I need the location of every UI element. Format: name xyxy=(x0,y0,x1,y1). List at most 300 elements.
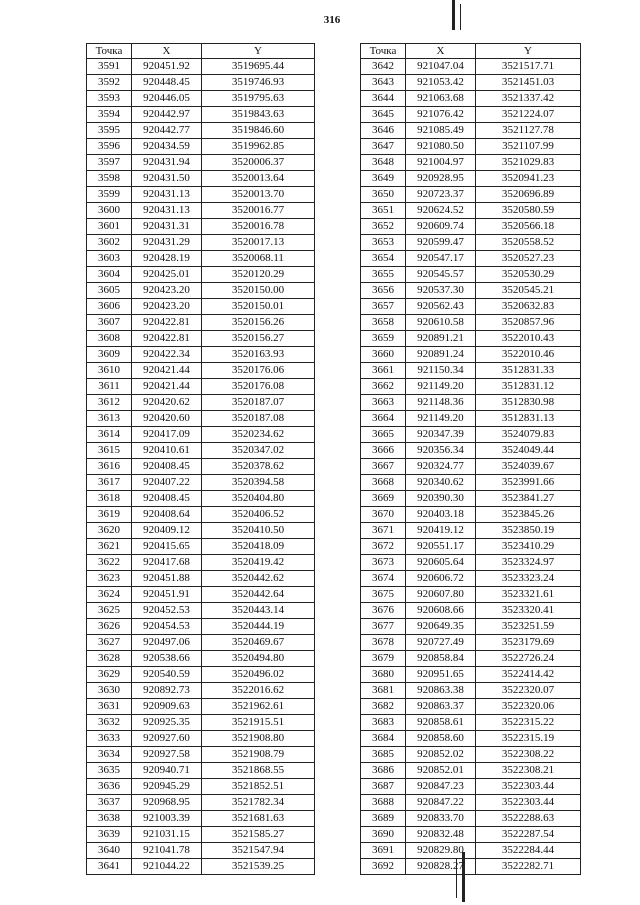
cell-point: 3618 xyxy=(87,491,132,507)
table-row xyxy=(87,315,315,331)
table-row xyxy=(361,235,581,251)
cell-point: 3647 xyxy=(361,139,406,155)
cell-x: 920431.94 xyxy=(132,155,202,171)
cell-x: 920448.45 xyxy=(132,75,202,91)
table-row xyxy=(87,635,315,651)
table-row xyxy=(87,267,315,283)
table-row xyxy=(361,91,581,107)
cell-x: 921053.42 xyxy=(406,75,476,91)
cell-y: 3512831.12 xyxy=(476,379,581,395)
cell-point: 3594 xyxy=(87,107,132,123)
cell-x: 920431.31 xyxy=(132,219,202,235)
cell-point: 3634 xyxy=(87,747,132,763)
cell-x: 920423.20 xyxy=(132,299,202,315)
cell-x: 920419.12 xyxy=(406,523,476,539)
table-row xyxy=(361,491,581,507)
cell-point: 3633 xyxy=(87,731,132,747)
table-row xyxy=(87,859,315,875)
cell-y: 3524039.67 xyxy=(476,459,581,475)
cell-y: 3521681.63 xyxy=(202,811,315,827)
cell-x: 920442.97 xyxy=(132,107,202,123)
cell-x: 920425.01 xyxy=(132,267,202,283)
cell-point: 3691 xyxy=(361,843,406,859)
cell-point: 3611 xyxy=(87,379,132,395)
table-row xyxy=(87,571,315,587)
cell-x: 920324.77 xyxy=(406,459,476,475)
cell-x: 920497.06 xyxy=(132,635,202,651)
table-row xyxy=(361,75,581,91)
cell-point: 3636 xyxy=(87,779,132,795)
cell-y: 3521908.80 xyxy=(202,731,315,747)
cell-y: 3522303.44 xyxy=(476,795,581,811)
cell-point: 3646 xyxy=(361,123,406,139)
table-row xyxy=(361,699,581,715)
cell-y: 3521517.71 xyxy=(476,59,581,75)
cell-y: 3521915.51 xyxy=(202,715,315,731)
cell-x: 920451.88 xyxy=(132,571,202,587)
table-row xyxy=(361,523,581,539)
table-row xyxy=(361,395,581,411)
table-header-row xyxy=(361,44,581,59)
table-row xyxy=(87,715,315,731)
cell-point: 3643 xyxy=(361,75,406,91)
table-row xyxy=(361,251,581,267)
cell-x: 920454.53 xyxy=(132,619,202,635)
cell-y: 3521451.03 xyxy=(476,75,581,91)
cell-point: 3626 xyxy=(87,619,132,635)
cell-point: 3617 xyxy=(87,475,132,491)
cell-x: 920863.37 xyxy=(406,699,476,715)
cell-point: 3680 xyxy=(361,667,406,683)
cell-point: 3641 xyxy=(87,859,132,875)
table-row xyxy=(87,539,315,555)
cell-point: 3606 xyxy=(87,299,132,315)
table-row xyxy=(87,651,315,667)
cell-x: 920832.48 xyxy=(406,827,476,843)
cell-x: 920420.62 xyxy=(132,395,202,411)
cell-y: 3520418.09 xyxy=(202,539,315,555)
cell-point: 3689 xyxy=(361,811,406,827)
cell-y: 3523320.41 xyxy=(476,603,581,619)
table-row xyxy=(361,475,581,491)
cell-x: 920431.29 xyxy=(132,235,202,251)
cell-point: 3659 xyxy=(361,331,406,347)
cell-point: 3652 xyxy=(361,219,406,235)
cell-y: 3519843.63 xyxy=(202,107,315,123)
cell-x: 920852.02 xyxy=(406,747,476,763)
cell-y: 3521337.42 xyxy=(476,91,581,107)
cell-y: 3524079.83 xyxy=(476,427,581,443)
cell-x: 920723.37 xyxy=(406,187,476,203)
cell-x: 920925.35 xyxy=(132,715,202,731)
cell-point: 3629 xyxy=(87,667,132,683)
cell-y: 3520150.00 xyxy=(202,283,315,299)
cell-y: 3522308.21 xyxy=(476,763,581,779)
cell-x: 920891.24 xyxy=(406,347,476,363)
cell-y: 3520406.52 xyxy=(202,507,315,523)
table-row xyxy=(87,171,315,187)
cell-x: 920547.17 xyxy=(406,251,476,267)
cell-x: 920540.59 xyxy=(132,667,202,683)
cell-x: 921031.15 xyxy=(132,827,202,843)
cell-y: 3512831.13 xyxy=(476,411,581,427)
cell-point: 3610 xyxy=(87,363,132,379)
table-row xyxy=(87,587,315,603)
cell-y: 3521547.94 xyxy=(202,843,315,859)
cell-point: 3663 xyxy=(361,395,406,411)
cell-point: 3670 xyxy=(361,507,406,523)
table-row xyxy=(87,155,315,171)
cell-x: 920428.19 xyxy=(132,251,202,267)
table-row xyxy=(361,331,581,347)
cell-y: 3520156.27 xyxy=(202,331,315,347)
table-row xyxy=(87,203,315,219)
table-row xyxy=(361,619,581,635)
cell-y: 3522287.54 xyxy=(476,827,581,843)
cell-point: 3591 xyxy=(87,59,132,75)
cell-y: 3520941.23 xyxy=(476,171,581,187)
cell-x: 920951.65 xyxy=(406,667,476,683)
cell-point: 3679 xyxy=(361,651,406,667)
cell-y: 3520187.07 xyxy=(202,395,315,411)
cell-x: 920408.45 xyxy=(132,491,202,507)
table-row xyxy=(87,555,315,571)
table-row xyxy=(361,779,581,795)
cell-point: 3619 xyxy=(87,507,132,523)
cell-x: 920421.44 xyxy=(132,363,202,379)
cell-x: 920909.63 xyxy=(132,699,202,715)
cell-point: 3686 xyxy=(361,763,406,779)
table-row xyxy=(87,491,315,507)
cell-x: 920606.72 xyxy=(406,571,476,587)
cell-point: 3620 xyxy=(87,523,132,539)
cell-y: 3520494.80 xyxy=(202,651,315,667)
cell-x: 920422.81 xyxy=(132,315,202,331)
table-row xyxy=(87,747,315,763)
header-point: Точка xyxy=(87,44,132,59)
cell-point: 3622 xyxy=(87,555,132,571)
cell-x: 921148.36 xyxy=(406,395,476,411)
cell-y: 3520176.08 xyxy=(202,379,315,395)
cell-y: 3521029.83 xyxy=(476,155,581,171)
cell-x: 920417.68 xyxy=(132,555,202,571)
table-row xyxy=(361,443,581,459)
cell-point: 3692 xyxy=(361,859,406,875)
cell-y: 3521224.07 xyxy=(476,107,581,123)
table-row xyxy=(361,347,581,363)
cell-x: 920409.12 xyxy=(132,523,202,539)
cell-x: 920847.22 xyxy=(406,795,476,811)
cell-x: 920940.71 xyxy=(132,763,202,779)
cell-point: 3616 xyxy=(87,459,132,475)
table-row xyxy=(361,267,581,283)
cell-point: 3597 xyxy=(87,155,132,171)
cell-y: 3520013.64 xyxy=(202,171,315,187)
table-row xyxy=(87,187,315,203)
cell-y: 3521852.51 xyxy=(202,779,315,795)
cell-point: 3651 xyxy=(361,203,406,219)
table-row xyxy=(361,219,581,235)
table-row xyxy=(361,283,581,299)
table-row xyxy=(87,235,315,251)
cell-point: 3615 xyxy=(87,443,132,459)
cell-x: 920407.22 xyxy=(132,475,202,491)
table-row xyxy=(87,443,315,459)
cell-y: 3522315.22 xyxy=(476,715,581,731)
table-row xyxy=(87,59,315,75)
table-row xyxy=(87,827,315,843)
cell-x: 920968.95 xyxy=(132,795,202,811)
cell-x: 920858.60 xyxy=(406,731,476,747)
cell-point: 3623 xyxy=(87,571,132,587)
cell-point: 3649 xyxy=(361,171,406,187)
table-row xyxy=(361,587,581,603)
cell-x: 921004.97 xyxy=(406,155,476,171)
cell-x: 920408.64 xyxy=(132,507,202,523)
table-row xyxy=(87,107,315,123)
cell-x: 920408.45 xyxy=(132,459,202,475)
table-row xyxy=(361,827,581,843)
table-row xyxy=(361,187,581,203)
header-point: Точка xyxy=(361,44,406,59)
cell-y: 3521868.55 xyxy=(202,763,315,779)
table-row xyxy=(87,523,315,539)
cell-y: 3520120.29 xyxy=(202,267,315,283)
cell-point: 3596 xyxy=(87,139,132,155)
cell-point: 3684 xyxy=(361,731,406,747)
cell-x: 920624.52 xyxy=(406,203,476,219)
cell-point: 3642 xyxy=(361,59,406,75)
cell-x: 920431.50 xyxy=(132,171,202,187)
cell-x: 920537.30 xyxy=(406,283,476,299)
table-row xyxy=(361,155,581,171)
cell-x: 920852.01 xyxy=(406,763,476,779)
cell-point: 3614 xyxy=(87,427,132,443)
cell-y: 3522303.44 xyxy=(476,779,581,795)
cell-point: 3678 xyxy=(361,635,406,651)
table-row xyxy=(87,843,315,859)
table-row xyxy=(87,475,315,491)
table-row xyxy=(361,763,581,779)
cell-y: 3522726.24 xyxy=(476,651,581,667)
cell-y: 3512830.98 xyxy=(476,395,581,411)
table-row xyxy=(87,731,315,747)
cell-x: 921076.42 xyxy=(406,107,476,123)
table-header-row xyxy=(87,44,315,59)
cell-x: 920927.60 xyxy=(132,731,202,747)
cell-point: 3682 xyxy=(361,699,406,715)
cell-y: 3522282.71 xyxy=(476,859,581,875)
table-row xyxy=(87,331,315,347)
table-row xyxy=(87,411,315,427)
table-row xyxy=(87,667,315,683)
cell-x: 920945.29 xyxy=(132,779,202,795)
cell-y: 3520016.77 xyxy=(202,203,315,219)
cell-x: 921149.20 xyxy=(406,379,476,395)
cell-y: 3521908.79 xyxy=(202,747,315,763)
cell-y: 3521107.99 xyxy=(476,139,581,155)
cell-point: 3644 xyxy=(361,91,406,107)
table-row xyxy=(87,395,315,411)
cell-x: 920609.74 xyxy=(406,219,476,235)
table-row xyxy=(361,651,581,667)
cell-point: 3654 xyxy=(361,251,406,267)
cell-y: 3523323.24 xyxy=(476,571,581,587)
cell-x: 920420.60 xyxy=(132,411,202,427)
cell-point: 3605 xyxy=(87,283,132,299)
cell-x: 920422.34 xyxy=(132,347,202,363)
cell-point: 3656 xyxy=(361,283,406,299)
cell-point: 3640 xyxy=(87,843,132,859)
cell-x: 920727.49 xyxy=(406,635,476,651)
cell-y: 3522320.06 xyxy=(476,699,581,715)
table-row xyxy=(87,75,315,91)
cell-point: 3655 xyxy=(361,267,406,283)
cell-x: 920863.38 xyxy=(406,683,476,699)
table-row xyxy=(87,363,315,379)
cell-point: 3598 xyxy=(87,171,132,187)
header-x: X xyxy=(132,44,202,59)
cell-x: 920892.73 xyxy=(132,683,202,699)
page-number: 316 xyxy=(323,14,341,26)
cell-y: 3520410.50 xyxy=(202,523,315,539)
table-row xyxy=(87,219,315,235)
cell-point: 3621 xyxy=(87,539,132,555)
cell-x: 920538.66 xyxy=(132,651,202,667)
table-row xyxy=(361,123,581,139)
table-row xyxy=(87,379,315,395)
cell-y: 3520068.11 xyxy=(202,251,315,267)
cell-point: 3631 xyxy=(87,699,132,715)
cell-y: 3520347.02 xyxy=(202,443,315,459)
table-row xyxy=(361,299,581,315)
table-row xyxy=(87,123,315,139)
cell-point: 3669 xyxy=(361,491,406,507)
cell-y: 3521127.78 xyxy=(476,123,581,139)
cell-x: 920891.21 xyxy=(406,331,476,347)
cell-y: 3522320.07 xyxy=(476,683,581,699)
cell-point: 3683 xyxy=(361,715,406,731)
cell-y: 3522315.19 xyxy=(476,731,581,747)
cell-y: 3523410.29 xyxy=(476,539,581,555)
cell-x: 920833.70 xyxy=(406,811,476,827)
cell-y: 3520016.78 xyxy=(202,219,315,235)
cell-y: 3523324.97 xyxy=(476,555,581,571)
cell-y: 3520156.26 xyxy=(202,315,315,331)
table-row xyxy=(361,363,581,379)
cell-point: 3624 xyxy=(87,587,132,603)
cell-x: 920847.23 xyxy=(406,779,476,795)
table-row xyxy=(87,763,315,779)
cell-x: 920423.20 xyxy=(132,283,202,299)
cell-x: 920551.17 xyxy=(406,539,476,555)
cell-x: 921041.78 xyxy=(132,843,202,859)
cell-x: 920452.53 xyxy=(132,603,202,619)
cell-y: 3520176.06 xyxy=(202,363,315,379)
cell-y: 3523850.19 xyxy=(476,523,581,539)
cell-point: 3660 xyxy=(361,347,406,363)
cell-point: 3630 xyxy=(87,683,132,699)
cell-y: 3522010.43 xyxy=(476,331,581,347)
cell-x: 920417.09 xyxy=(132,427,202,443)
cell-point: 3593 xyxy=(87,91,132,107)
cell-x: 920415.65 xyxy=(132,539,202,555)
cell-y: 3520857.96 xyxy=(476,315,581,331)
cell-point: 3661 xyxy=(361,363,406,379)
header-y: Y xyxy=(476,44,581,59)
cell-y: 3522308.22 xyxy=(476,747,581,763)
cell-x: 920347.39 xyxy=(406,427,476,443)
cell-y: 3520150.01 xyxy=(202,299,315,315)
table-row xyxy=(87,299,315,315)
cell-point: 3675 xyxy=(361,587,406,603)
cell-x: 920599.47 xyxy=(406,235,476,251)
table-row xyxy=(361,555,581,571)
cell-x: 920545.57 xyxy=(406,267,476,283)
cell-x: 921003.39 xyxy=(132,811,202,827)
table-row xyxy=(87,779,315,795)
cell-x: 920390.30 xyxy=(406,491,476,507)
table-row xyxy=(361,811,581,827)
cell-x: 921080.50 xyxy=(406,139,476,155)
cell-x: 920858.61 xyxy=(406,715,476,731)
cell-x: 920927.58 xyxy=(132,747,202,763)
cell-point: 3608 xyxy=(87,331,132,347)
cell-y: 3520404.80 xyxy=(202,491,315,507)
cell-point: 3650 xyxy=(361,187,406,203)
cell-y: 3520469.67 xyxy=(202,635,315,651)
cell-x: 921047.04 xyxy=(406,59,476,75)
table-row xyxy=(361,59,581,75)
cell-point: 3681 xyxy=(361,683,406,699)
cell-y: 3520017.13 xyxy=(202,235,315,251)
cell-y: 3522284.44 xyxy=(476,843,581,859)
cell-point: 3592 xyxy=(87,75,132,91)
cell-y: 3512831.33 xyxy=(476,363,581,379)
table-row xyxy=(361,667,581,683)
cell-point: 3645 xyxy=(361,107,406,123)
cell-point: 3672 xyxy=(361,539,406,555)
cell-x: 921063.68 xyxy=(406,91,476,107)
table-row xyxy=(361,603,581,619)
coordinates-table-right xyxy=(360,43,581,875)
cell-point: 3604 xyxy=(87,267,132,283)
cell-y: 3520378.62 xyxy=(202,459,315,475)
table-row xyxy=(361,683,581,699)
cell-x: 920442.77 xyxy=(132,123,202,139)
cell-point: 3612 xyxy=(87,395,132,411)
cell-y: 3520006.37 xyxy=(202,155,315,171)
cell-y: 3520527.23 xyxy=(476,251,581,267)
table-row xyxy=(87,507,315,523)
cell-x: 920446.05 xyxy=(132,91,202,107)
cell-y: 3519846.60 xyxy=(202,123,315,139)
cell-y: 3520530.29 xyxy=(476,267,581,283)
cell-point: 3685 xyxy=(361,747,406,763)
table-row xyxy=(361,731,581,747)
cell-y: 3520234.62 xyxy=(202,427,315,443)
cell-x: 920649.35 xyxy=(406,619,476,635)
cell-point: 3627 xyxy=(87,635,132,651)
cell-point: 3628 xyxy=(87,651,132,667)
cell-y: 3521962.61 xyxy=(202,699,315,715)
cell-point: 3600 xyxy=(87,203,132,219)
cell-point: 3632 xyxy=(87,715,132,731)
cell-y: 3522288.63 xyxy=(476,811,581,827)
scan-artifact-top-thin xyxy=(460,4,461,30)
table-row xyxy=(87,427,315,443)
table-row xyxy=(361,107,581,123)
